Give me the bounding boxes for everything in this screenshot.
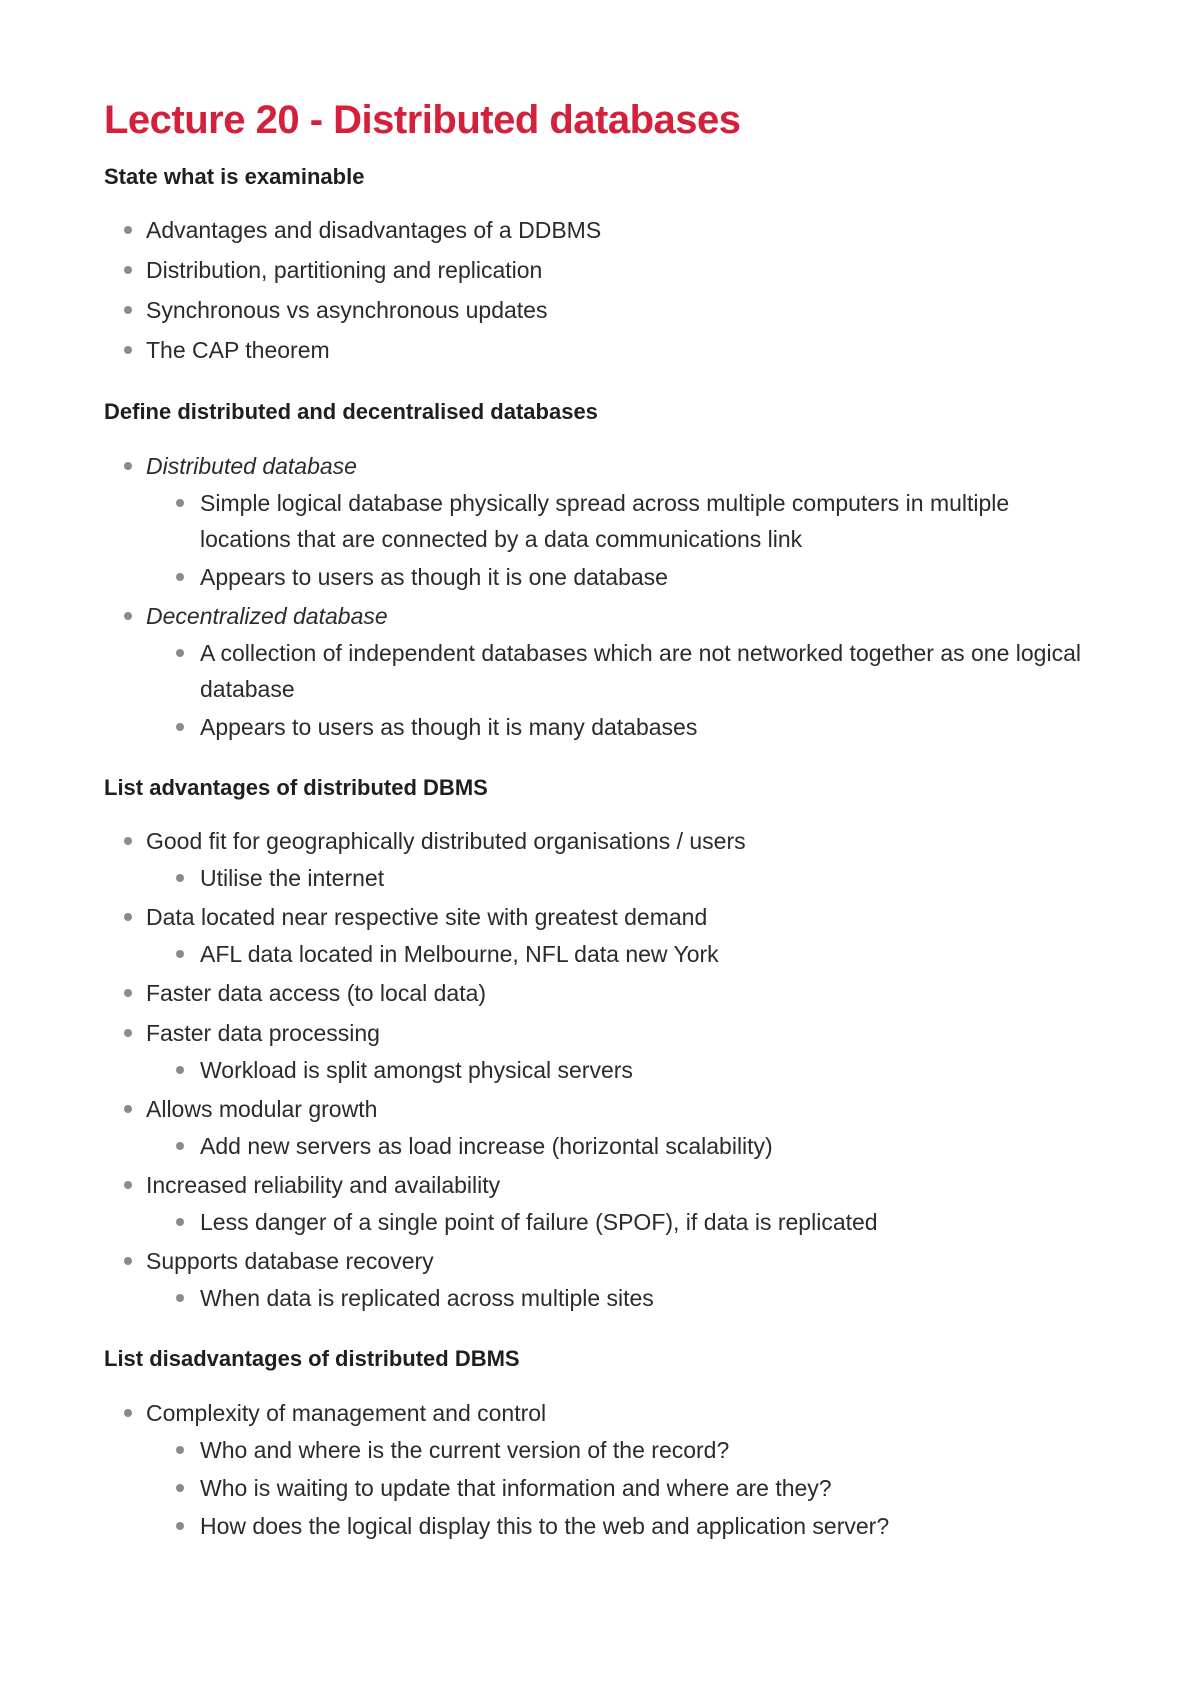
sub-list-item xyxy=(200,860,1104,896)
list-item xyxy=(146,1091,1104,1164)
sub-list-item xyxy=(200,1508,1104,1544)
sub-list-item-text: Who is waiting to update that information and where are they? xyxy=(200,1474,832,1501)
sub-list-item xyxy=(200,709,1104,745)
list-item-text: Distributed database xyxy=(146,452,357,479)
section-heading: Define distributed and decentralised databases xyxy=(104,399,598,425)
sub-bullet-list xyxy=(146,485,1104,595)
sub-list-item-text: Workload is split amongst physical servers xyxy=(200,1057,633,1084)
list-item xyxy=(146,212,1104,249)
sub-list-item-text: Who and where is the current version of the record? xyxy=(200,1436,730,1463)
sub-list-item-text: Add new servers as load increase (horizontal scalability) xyxy=(200,1133,773,1160)
sub-list-item-text: Simple logical database physically spread across multiple computers in multiple locations that are connected by a data communications link xyxy=(200,489,1010,552)
sub-list-item xyxy=(200,1470,1104,1506)
sub-bullet-list xyxy=(146,1432,1104,1544)
bullet-list xyxy=(104,448,1104,745)
sub-list-item-text: How does the logical display this to the web and application server? xyxy=(200,1512,890,1539)
page-title: Lecture 20 - Distributed databases xyxy=(104,98,741,142)
sub-list-item-text: Utilise the internet xyxy=(200,865,385,892)
list-item-text: Good fit for geographically distributed organisations / users xyxy=(146,828,746,855)
list-item xyxy=(146,899,1104,972)
bullet-list xyxy=(104,212,1104,369)
list-item xyxy=(146,1243,1104,1316)
list-item xyxy=(146,1395,1104,1544)
sub-list-item-text: AFL data located in Melbourne, NFL data new York xyxy=(200,941,719,968)
section-heading: List disadvantages of distributed DBMS xyxy=(104,1346,520,1372)
list-item-text: Synchronous vs asynchronous updates xyxy=(146,297,548,324)
section-heading: State what is examinable xyxy=(104,164,365,189)
sub-list-item xyxy=(200,485,1104,557)
sub-bullet-list xyxy=(146,635,1104,745)
sub-list-item-text: Appears to users as though it is one database xyxy=(200,563,668,590)
list-item-text: Faster data processing xyxy=(146,1020,380,1047)
bullet-list xyxy=(104,823,1104,1316)
sub-bullet-list xyxy=(146,1128,1104,1164)
sub-list-item-text: When data is replicated across multiple sites xyxy=(200,1285,654,1312)
section-heading: List advantages of distributed DBMS xyxy=(104,774,488,800)
sub-list-item xyxy=(200,1432,1104,1468)
sub-bullet-list xyxy=(146,1280,1104,1316)
list-item xyxy=(146,292,1104,329)
list-item-text: Complexity of management and control xyxy=(146,1399,547,1426)
list-item xyxy=(146,332,1104,369)
sub-list-item-text: A collection of independent databases which are not networked together as one logical database xyxy=(200,639,1081,702)
sub-list-item xyxy=(200,1128,1104,1164)
bullet-list xyxy=(104,1395,1104,1544)
list-item xyxy=(146,1167,1104,1240)
list-item-text: Data located near respective site with greatest demand xyxy=(146,904,708,931)
list-item-text: Decentralized database xyxy=(146,602,388,629)
list-item-text: Faster data access (to local data) xyxy=(146,980,487,1007)
sub-list-item xyxy=(200,559,1104,595)
list-item xyxy=(146,598,1104,745)
list-item-text: The CAP theorem xyxy=(146,337,330,364)
sub-bullet-list xyxy=(146,860,1104,896)
document-body xyxy=(104,164,1104,1544)
list-item xyxy=(146,975,1104,1012)
list-item-text: Increased reliability and availability xyxy=(146,1172,501,1199)
list-item-text: Distribution, partitioning and replication xyxy=(146,257,543,284)
list-item-text: Allows modular growth xyxy=(146,1096,378,1123)
list-item xyxy=(146,252,1104,289)
sub-list-item xyxy=(200,635,1104,707)
document-page xyxy=(104,98,1104,1574)
list-item-text: Advantages and disadvantages of a DDBMS xyxy=(146,217,602,244)
list-item xyxy=(146,1015,1104,1088)
sub-bullet-list xyxy=(146,1204,1104,1240)
sub-bullet-list xyxy=(146,1052,1104,1088)
sub-bullet-list xyxy=(146,936,1104,972)
sub-list-item-text: Appears to users as though it is many databases xyxy=(200,713,698,740)
sub-list-item xyxy=(200,1052,1104,1088)
list-item-text: Supports database recovery xyxy=(146,1248,434,1275)
list-item xyxy=(146,448,1104,595)
sub-list-item xyxy=(200,1204,1104,1240)
list-item xyxy=(146,823,1104,896)
sub-list-item xyxy=(200,936,1104,972)
sub-list-item-text: Less danger of a single point of failure (SPOF), if data is replicated xyxy=(200,1209,878,1236)
sub-list-item xyxy=(200,1280,1104,1316)
